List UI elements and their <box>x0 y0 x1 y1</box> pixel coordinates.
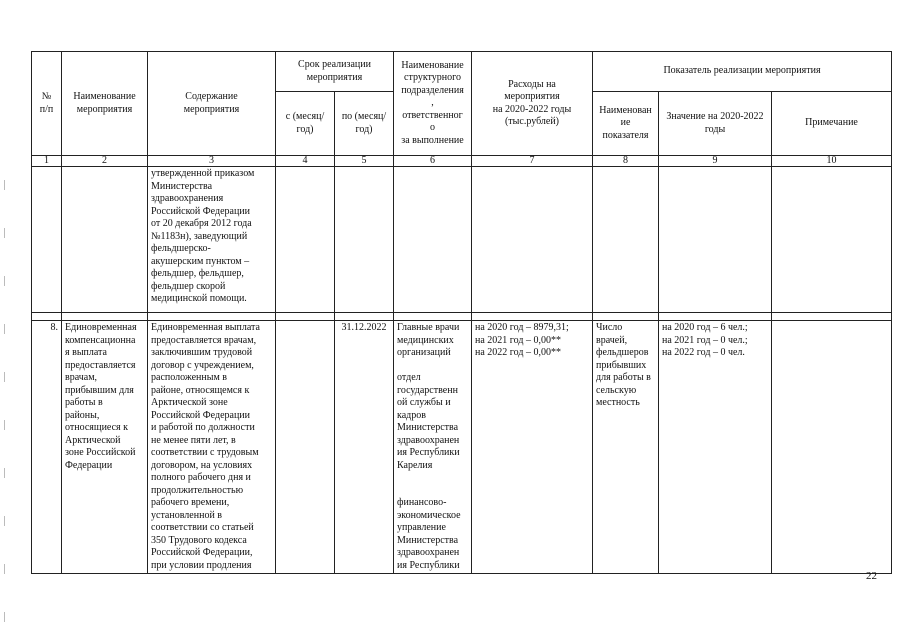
measures-table <box>31 51 892 574</box>
table-cell <box>394 313 472 321</box>
row-gap <box>32 313 892 321</box>
responsible-unit: Главные врачи медицинских организаций отдел государственн ой службы и кадров Министерства здравоохранен ия Республики Карелия финансово- экономическое управление Министерства здравоохранен ия Республики <box>394 321 472 574</box>
header-term: Срок реализации мероприятия <box>276 52 394 92</box>
term-from <box>276 321 335 574</box>
header-expenses: Расходы на мероприятия на 2020-2022 годы (тыс.рублей) <box>472 52 593 156</box>
column-number: 4 <box>276 156 335 167</box>
column-number: 10 <box>772 156 892 167</box>
table-cell <box>593 167 659 313</box>
table-cell <box>32 167 62 313</box>
column-number: 5 <box>335 156 394 167</box>
indicator-value: на 2020 год – 6 чел.; на 2021 год – 0 чел.; на 2022 год – 0 чел. <box>659 321 772 574</box>
measure-name: Единовременная компенсационна я выплата предоставляется врачам, прибывшим для работы в районы, относящиеся к Арктической зоне Российской Федерации <box>62 321 148 574</box>
table-cell <box>276 313 335 321</box>
table-cell <box>772 313 892 321</box>
indicator-note <box>772 321 892 574</box>
column-number: 2 <box>62 156 148 167</box>
expenses: на 2020 год – 8979,31; на 2021 год – 0,00** на 2022 год – 0,00** <box>472 321 593 574</box>
table-cell <box>335 313 394 321</box>
table-cell <box>659 167 772 313</box>
column-number: 6 <box>394 156 472 167</box>
column-number: 7 <box>472 156 593 167</box>
table-cell <box>62 167 148 313</box>
header-term-to: по (месяц/ год) <box>335 92 394 156</box>
header-indicator-name: Наименован ие показателя <box>593 92 659 156</box>
column-numbers-row <box>32 156 892 167</box>
table-cell <box>148 313 276 321</box>
continuation-content: утвержденной приказом Министерства здравоохранения Российской Федерации от 20 декабря 2012 года №1183н), заведующий фельдшерско- акушерским пунктом – фельдшер, фельдшер, фельдшер скорой медицинской помощи. <box>148 167 276 313</box>
table-cell <box>593 313 659 321</box>
column-number: 9 <box>659 156 772 167</box>
header-name: Наименование мероприятия <box>62 52 148 156</box>
column-number: 3 <box>148 156 276 167</box>
header-row-1 <box>32 52 892 92</box>
header-indicator-note: Примечание <box>772 92 892 156</box>
term-to: 31.12.2022 <box>335 321 394 574</box>
measure-content: Единовременная выплата предоставляется врачам, заключившим трудовой договор с учреждением, расположенным в районе, относящемся к Арктической зоне Российской Федерации и работой по должности не менее пяти лет, в соответствии с трудовым договором, на условиях полного рабочего дня и продолжительностью рабочего времени, установленной в соответствии со статьей 350 Трудового кодекса Российской Федерации, при условии продления <box>148 321 276 574</box>
column-number: 8 <box>593 156 659 167</box>
header-indicator: Показатель реализации мероприятия <box>593 52 892 92</box>
column-number: 1 <box>32 156 62 167</box>
header-num: № п/п <box>32 52 62 156</box>
indicator-name: Число врачей, фельдшеров прибывших для работы в сельскую местность <box>593 321 659 574</box>
table-cell <box>772 167 892 313</box>
table-cell <box>32 313 62 321</box>
header-indicator-value: Значение на 2020-2022 годы <box>659 92 772 156</box>
table-cell <box>276 167 335 313</box>
scan-margin-marks <box>4 180 7 620</box>
table-cell <box>62 313 148 321</box>
header-responsible-unit: Наименование структурного подразделения , ответственног о за выполнение <box>394 52 472 156</box>
table-cell <box>472 167 593 313</box>
table-cell <box>335 167 394 313</box>
header-term-from: с (месяц/ год) <box>276 92 335 156</box>
continuation-row <box>32 167 892 313</box>
page-number: 22 <box>866 570 877 582</box>
row-number: 8. <box>32 321 62 574</box>
table-cell <box>394 167 472 313</box>
table-row <box>32 321 892 574</box>
table-cell <box>659 313 772 321</box>
table-cell <box>472 313 593 321</box>
header-content: Содержание мероприятия <box>148 52 276 156</box>
